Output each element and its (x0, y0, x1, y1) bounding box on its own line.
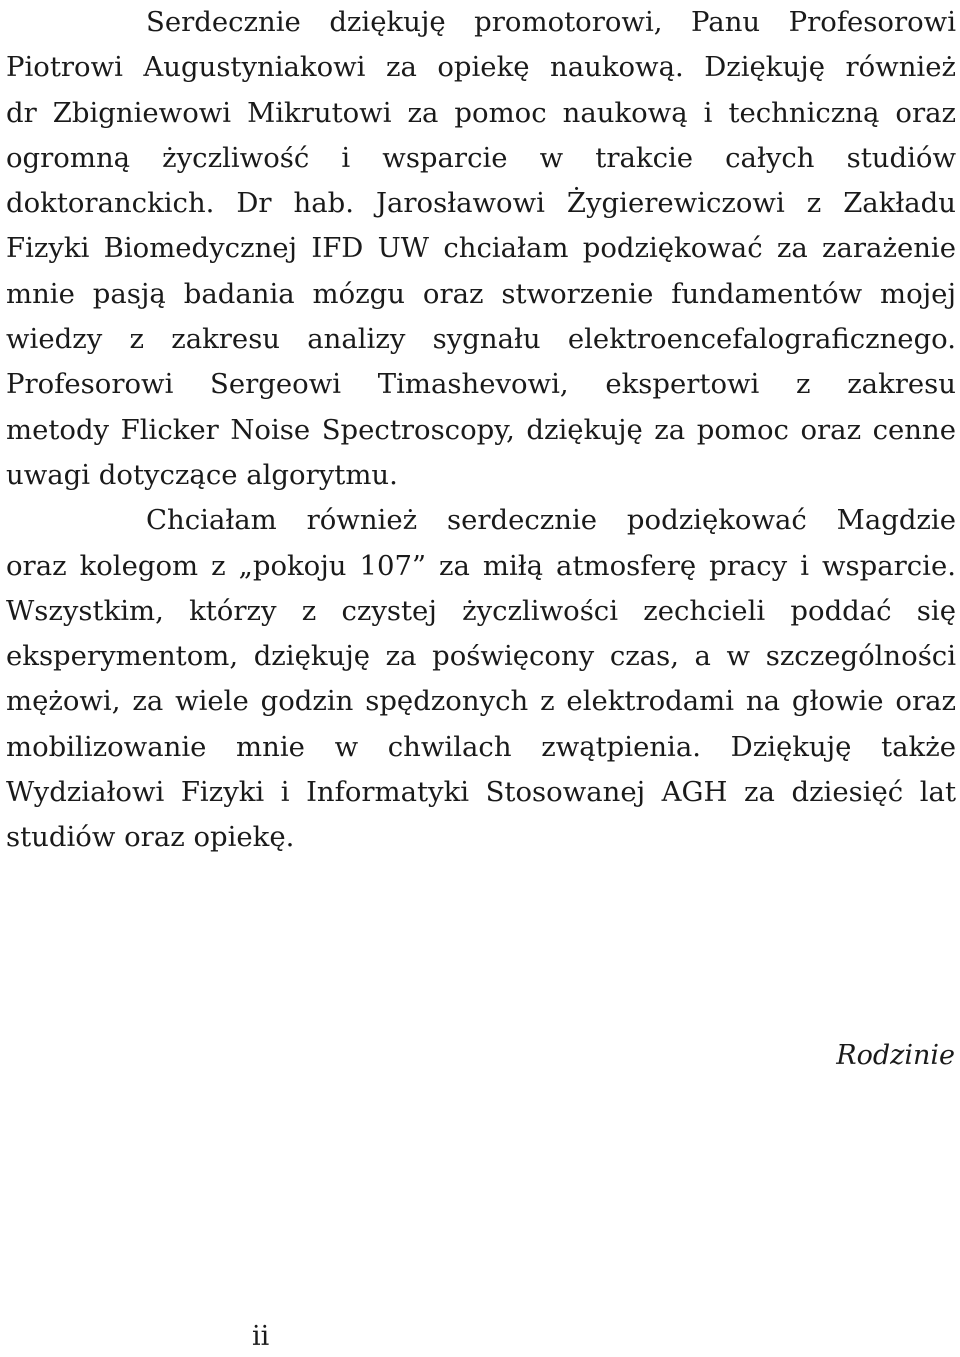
text-line: Piotrowi Augustyniakowi za opiekę naukową. Dziękuję również (6, 51, 956, 84)
text-line: Serdecznie dziękuję promotorowi, Panu Profesorowi (146, 6, 956, 38)
text-line: Profesorowi Sergeowi Timashevowi, ekspertowi z zakresu (6, 368, 956, 401)
text-line: Wszystkim, którzy z czystej życzliwości zechcieli poddać się (6, 594, 956, 627)
text-line: oraz kolegom z „pokoju 107” za miłą atmosferę pracy i wsparcie. (6, 549, 956, 582)
text-line: eksperymentom, dziękuję za poświęcony czas, a w szczególności (6, 640, 956, 673)
text-line: doktoranckich. Dr hab. Jarosławowi Żygierewiczowi z Zakładu (6, 187, 956, 220)
dedication: Rodzinie (836, 1040, 955, 1071)
acknowledgements-text (6, 0, 956, 861)
text-line: wiedzy z zakresu analizy sygnału elektroencefalograficznego. (6, 323, 956, 356)
text-line: studiów oraz opiekę. (6, 821, 295, 854)
text-line: ogromną życzliwość i wsparcie w trakcie całych studiów (6, 141, 956, 174)
page-number: ii (252, 1321, 270, 1352)
text-line: mnie pasją badania mózgu oraz stworzenie fundamentów mojej (6, 277, 956, 310)
text-line: mobilizowanie mnie w chwilach zwątpienia. Dziękuję także (6, 730, 956, 763)
text-line: mężowi, za wiele godzin spędzonych z elektrodami na głowie oraz (6, 685, 956, 718)
text-line: metody Flicker Noise Spectroscopy, dziękuję za pomoc oraz cenne (6, 413, 956, 446)
text-line: dr Zbigniewowi Mikrutowi za pomoc naukową i techniczną oraz (6, 96, 956, 129)
text-line: uwagi dotyczące algorytmu. (6, 458, 398, 491)
text-line: Chciałam również serdecznie podziękować Magdzie (146, 504, 956, 537)
text-line: Wydziałowi Fizyki i Informatyki Stosowanej AGH za dziesięć lat (6, 776, 956, 809)
text-line: Fizyki Biomedycznej IFD UW chciałam podziękować za zarażenie (6, 232, 956, 265)
